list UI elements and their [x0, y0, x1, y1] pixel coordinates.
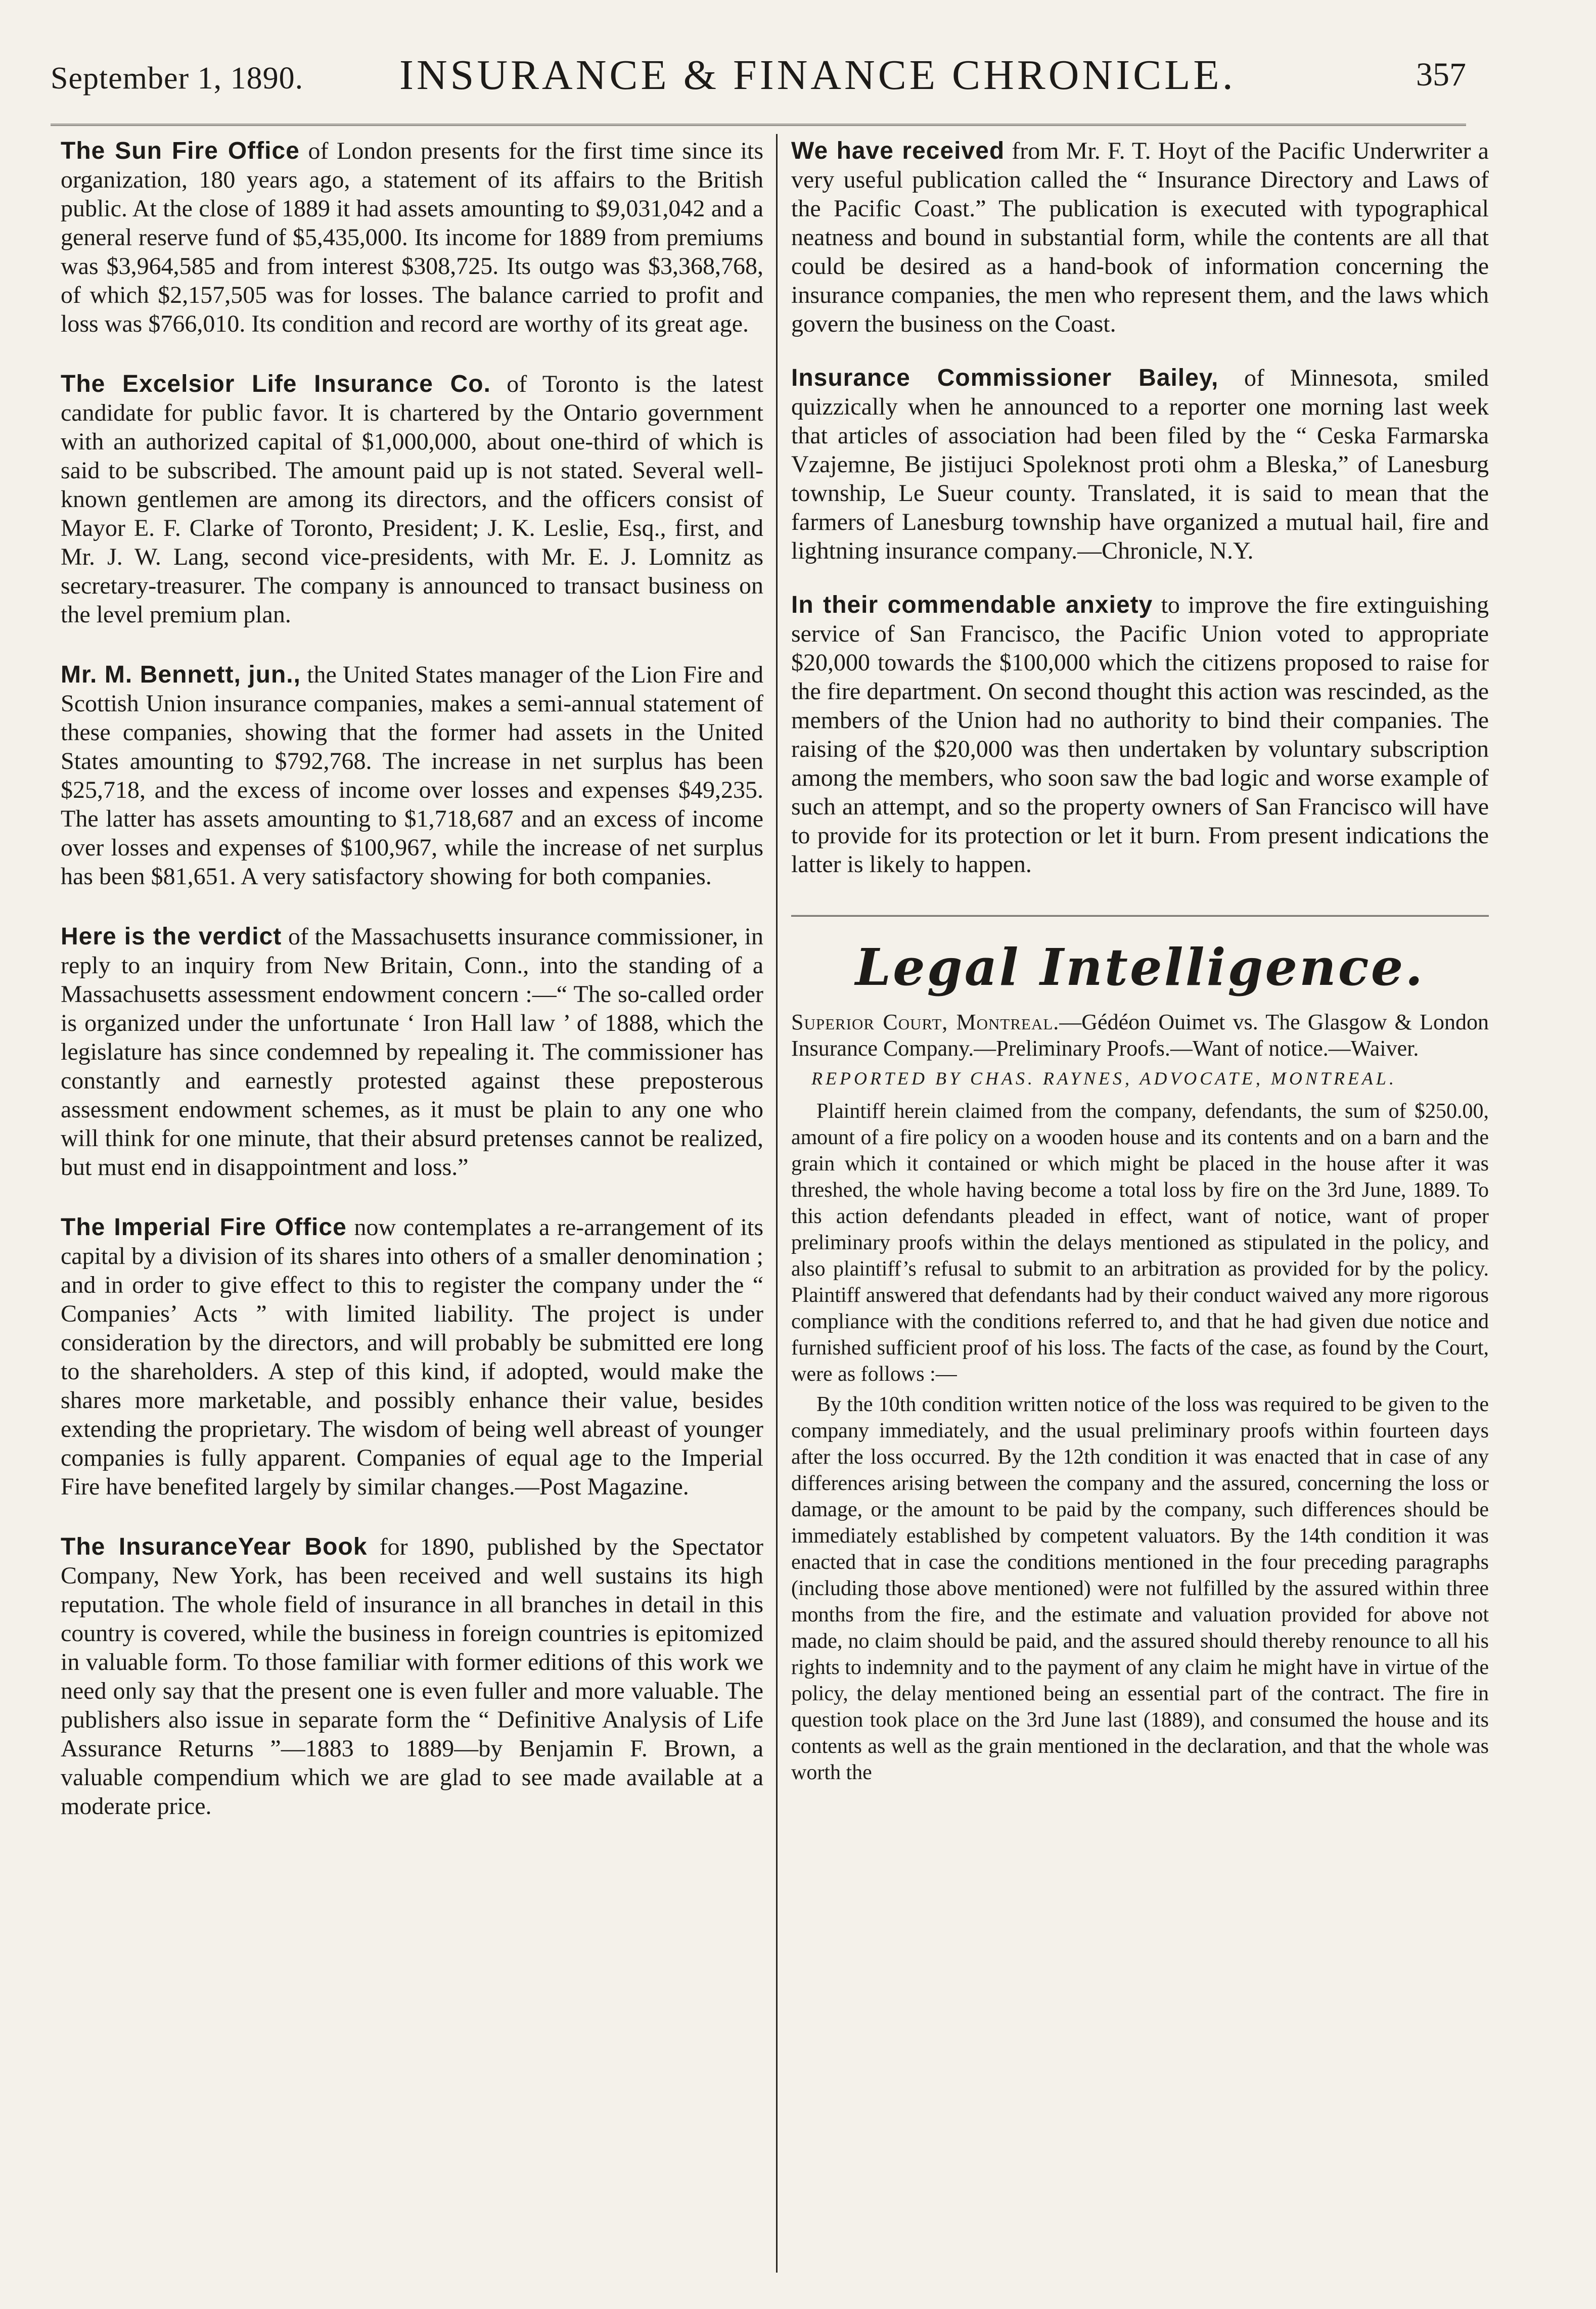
article-pacific-directory: We have received from Mr. F. T. Hoyt of the Pacific Underwriter a very useful publication called the “ Insurance Directory and Laws of the Pacific Coast.” The publication is executed with typographical neatness and bound in substantial form, while the contents are all that could be desired as a hand-book of information concerning the insurance companies, the men who represent them, and the laws which govern the business on the Coast.: [791, 138, 1489, 337]
header-date: September 1, 1890.: [51, 61, 304, 96]
court-heading: Superior Court, Montreal.—Gédéon Ouimet vs. The Glasgow & London Insurance Company.—Preliminary Proofs.—Want of notice.—Waiver.: [791, 1010, 1489, 1061]
section-title: Legal Intelligence.: [855, 937, 1425, 997]
header-rule: [51, 124, 1466, 126]
section-divider: [791, 904, 1489, 934]
article-excelsior-life: The Excelsior Life Insurance Co. of Toronto is the latest candidate for public favor. It is chartered by the Ontario government with an authorized capital of $1,000,000, about one-third of which is said to be subscribed. The amount paid up is not stated. Several well-known gentlemen are among its directors, and the officers consist of Mayor E. F. Clarke of Toronto, President; J. K. Leslie, Esq., first, and Mr. J. W. Lang, second vice-presidents, with Mr. E. J. Lomnitz as secretary-treasurer. The company is announced to transact business on the level premium plan.: [61, 371, 764, 628]
article-commissioner-bailey: Insurance Commissioner Bailey, of Minnesota, smiled quizzically when he announced to a reporter one morning last week that articles of association had been filed by the “ Ceska Farmarska Vzajemne, Be jistijuci Spoleknost proti ohm a Bleska,” of Lanesburg township, Le Sueur county. Translated, it is said to mean that the farmers of Lanesburg township have organized a mutual hail, fire and lightning insurance company.—Chronicle, N.Y.: [791, 365, 1489, 564]
article-sun-fire: The Sun Fire Office of London presents for the first time since its organization, 180 years ago, a statement of its affairs to the British public. At the close of 1889 it had assets amounting to $9,031,042 and a general reserve fund of $5,435,000. Its income for 1889 from premiums was $3,964,585 and from interest $308,725. Its outgo was $3,368,768, of which $2,157,505 was for losses. The balance carried to profit and loss was $766,010. Its condition and record are worthy of its great age.: [61, 138, 763, 337]
article-massachusetts-verdict: Here is the verdict of the Massachusetts insurance commissioner, in reply to an inquiry from New Britain, Conn., into the standing of a Massachusetts assessment endowment concern :—“ The so-called order is organized under the unfortunate ‘ Iron Hall law ’ of 1888, which the legislature has since condemned by repealing it. The commissioner has constantly and earnestly protested against these preposterous assessment endowment schemes, as it must be plain to any one who will think for one minute, that their absurd pretenses cannot be realized, but must end in disappointment and loss.”: [61, 923, 763, 1181]
article-bennett: Mr. M. Bennett, jun., the United States manager of the Lion Fire and Scottish Union insurance companies, makes a semi-annual statement of these companies, showing that the former had assets in the United States amounting to $792,768. The increase in net surplus has been $25,718, and the excess of income over losses and expenses $49,235. The latter has assets amounting to $1,718,687 and an excess of income over losses and expenses of $100,967, while the increase of net surplus has been $81,651. A very satisfactory showing for both companies.: [61, 661, 764, 890]
page-header: [51, 40, 1466, 116]
reported-by: REPORTED BY CHAS. RAYNES, ADVOCATE, MONTREAL.: [811, 1068, 1397, 1089]
left-column: [61, 137, 763, 1852]
right-column: [791, 137, 1489, 1790]
article-san-francisco: In their commendable anxiety to improve the fire extinguishing service of San Francisco, the Pacific Union voted to appropriate $20,000 towards the $100,000 which the citizens proposed to raise for the fire department. On second thought this action was rescinded, as the members of the Union had no authority to bind their companies. The raising of the $20,000 was then undertaken by voluntary subscription among the members, who soon saw the bad logic and worse example of such an attempt, and so the property owners of San Francisco will have to provide for its protection or let it burn. From present indications the latter is likely to happen.: [791, 592, 1489, 878]
article-year-book: The InsuranceYear Book for 1890, published by the Spectator Company, New York, has been received and well sustains its high reputation. The whole field of insurance in all branches in detail in this country is covered, while the business in foreign countries is epitomized in valuable form. To those familiar with former editions of this work we need only say that the present one is even fuller and more valuable. The publishers also issue in separate form the “ Definitive Analysis of Life Assurance Returns ”—1883 to 1889—by Benjamin F. Brown, a valuable compendium which we are glad to see made available at a moderate price.: [61, 1533, 764, 1820]
column-divider: [776, 134, 778, 2273]
legal-paragraph-2: By the 10th condition written notice of the loss was required to be given to the company immediately, and the usual preliminary proofs within fourteen days after the loss occurred. By the 12th condition it was enacted that in case of any differences arising between the company and the assured, concerning the loss or damage, or the amount to be paid by the company, such differences should be immediately established by competent valuators. By the 14th condition it was enacted that in case the conditions mentioned in the four preceding paragraphs (including those above mentioned) were not fulfilled by the assured within three months from the fire, and the estimate and valuation provided for above not made, no claim should be paid, and the assured should thereby renounce to all his rights to indemnity and to the payment of any claim he might have in virtue of the policy, the delay mentioned being an essential part of the contract. The fire in question took place on the 3rd June last (1889), and consumed the house and its contents as well as the grain mentioned in the declaration, and that the whole was worth the: [791, 1393, 1489, 1784]
header-title: INSURANCE & FINANCE CHRONICLE.: [399, 52, 1236, 99]
article-imperial-fire: The Imperial Fire Office now contemplates a re-arrangement of its capital by a division of its shares into others of a smaller denomination ; and in order to give effect to this to register the company under the “ Companies’ Acts ” with limited liability. The project is under consideration by the directors, and will probably be submitted ere long to the shareholders. A step of this kind, if adopted, would make the shares more marketable, and possibly enhance their value, besides extending the proprietary. The wisdom of being well abreast of younger companies is fully apparent. Companies of equal age to the Imperial Fire have benefited largely by similar changes.—Post Magazine.: [61, 1214, 763, 1500]
header-page-number: 357: [1416, 56, 1466, 93]
legal-paragraph-1: Plaintiff herein claimed from the company, defendants, the sum of $250.00, amount of a fire policy on a wooden house and its contents and on a barn and the grain which it contained or which might be placed in the house after it was threshed, the whole having become a total loss by fire on the 3rd June, 1889. To this action defendants pleaded in effect, want of notice, want of proper preliminary proofs within the delays mentioned as stipulated in the policy, and also plaintiff’s refusal to submit to an arbitration as provided for by the policy. Plaintiff answered that defendants had by their conduct waived any more rigorous compliance with the conditions referred to, and that he had given due notice and furnished sufficient proof of his loss. The facts of the case, as found by the Court, were as follows :—: [791, 1100, 1489, 1386]
